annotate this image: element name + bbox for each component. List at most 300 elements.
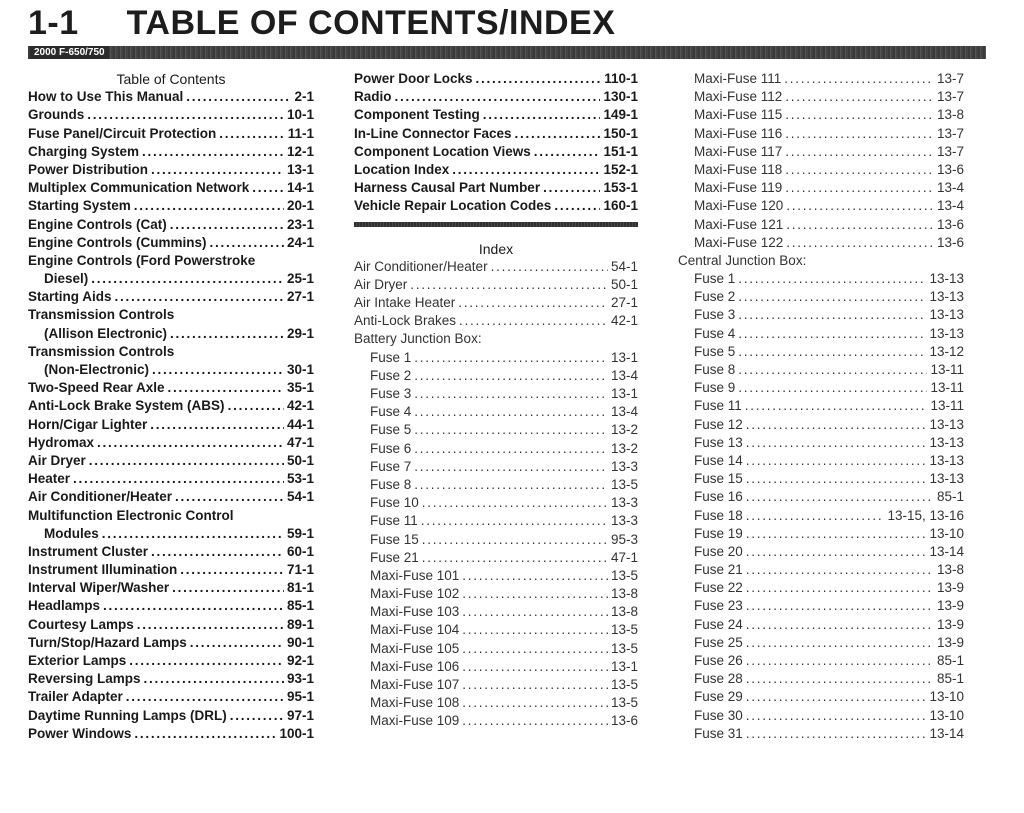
entry-title: Air Dryer [28, 452, 86, 468]
entry-page: 42-1 [286, 398, 314, 414]
page-title [28, 4, 615, 43]
entry-page: 13-15, 13-16 [887, 507, 964, 523]
entry-page: 13-4 [936, 198, 964, 214]
entry-title: Air Conditioner/Heater [28, 489, 173, 505]
entry-title: Instrument Cluster [28, 543, 149, 559]
entry-title: Instrument Illumination [28, 562, 178, 578]
index-entry[interactable] [354, 676, 638, 694]
index-entry[interactable] [354, 640, 638, 658]
entry-page: 42-1 [610, 313, 638, 329]
entry-title: Maxi-Fuse 119 [694, 180, 783, 196]
toc-entry[interactable] [354, 70, 638, 88]
index-entry[interactable] [678, 379, 964, 397]
entry-page: 13-5 [610, 677, 638, 692]
dot-leader [745, 397, 928, 415]
entry-page: 13-7 [936, 143, 964, 159]
toc-entry[interactable] [28, 543, 314, 561]
index-entry[interactable] [678, 343, 964, 361]
entry-page: 50-1 [286, 452, 314, 468]
dot-leader [738, 361, 927, 379]
entry-page: 60-1 [286, 543, 314, 559]
dot-leader [414, 385, 608, 403]
entry-title: Fuse 26 [694, 653, 743, 668]
index-entry[interactable] [678, 397, 964, 415]
dot-leader [483, 106, 601, 124]
entry-title: Maxi-Fuse 108 [370, 695, 460, 711]
toc-entry[interactable] [28, 161, 314, 179]
toc-entry[interactable] [354, 143, 638, 161]
entry-title: Maxi-Fuse 117 [694, 143, 783, 159]
entry-title: Fuse 24 [694, 616, 743, 632]
index-entry[interactable] [354, 276, 638, 294]
dot-leader [491, 258, 608, 276]
title-text: TABLE OF CONTENTS/INDEX [126, 4, 616, 42]
dot-leader [786, 234, 934, 252]
dot-leader [738, 343, 926, 361]
entry-title: Transmission Controls [28, 307, 175, 323]
entry-title: Multiplex Communication Network [28, 180, 250, 196]
toc-entry[interactable] [28, 525, 314, 543]
dot-leader [210, 234, 284, 252]
entry-title: Maxi-Fuse 101 [370, 567, 460, 583]
dot-leader [414, 349, 608, 367]
toc-entry[interactable] [28, 306, 314, 324]
entry-title: Fuse 9 [694, 380, 736, 396]
entry-page: 13-2 [610, 440, 638, 456]
entry-title: Air Conditioner/Heater [354, 258, 488, 274]
index-entry[interactable] [354, 258, 638, 276]
dot-leader [746, 652, 934, 670]
toc-entry[interactable] [28, 616, 314, 634]
dot-leader [421, 512, 608, 530]
entry-page: 110-1 [604, 71, 638, 86]
toc-entry[interactable] [28, 507, 314, 525]
index-entry[interactable] [678, 634, 964, 652]
entry-page: 13-9 [936, 580, 964, 596]
index-entry[interactable] [354, 658, 638, 676]
toc-entry[interactable] [28, 688, 314, 706]
entry-title: Maxi-Fuse 106 [370, 658, 460, 674]
index-entry[interactable] [354, 494, 638, 512]
entry-title: Maxi-Fuse 120 [694, 198, 784, 214]
entry-page: 13-6 [610, 713, 638, 729]
toc-entry[interactable] [354, 161, 638, 179]
entry-title: Fuse 30 [694, 707, 743, 723]
index-entry[interactable] [678, 543, 964, 561]
toc-entry[interactable] [28, 579, 314, 597]
entry-title: Fuse 12 [694, 416, 743, 432]
dot-leader [543, 179, 600, 197]
index-entry[interactable] [678, 161, 964, 179]
index-entry[interactable] [678, 670, 964, 688]
dot-leader [746, 707, 927, 725]
entry-page: 13-10 [929, 707, 964, 723]
entry-page: 95-3 [610, 531, 638, 547]
index-entry[interactable] [354, 531, 638, 549]
index-entry[interactable] [354, 421, 638, 439]
toc-entry[interactable] [354, 197, 638, 215]
dot-leader [785, 106, 934, 124]
index-entry[interactable] [678, 488, 964, 506]
dot-leader [414, 458, 608, 476]
entry-title: Trailer Adapter [28, 689, 123, 705]
toc-entry[interactable] [28, 88, 314, 106]
entry-page: 13-1 [610, 658, 638, 674]
entry-title: Fuse 8 [694, 362, 736, 377]
entry-page: 13-11 [930, 380, 964, 396]
toc-entry[interactable] [28, 125, 314, 143]
entry-page: 13-9 [936, 598, 964, 614]
entry-page: 71-1 [286, 562, 314, 578]
entry-title: Maxi-Fuse 122 [694, 234, 784, 250]
index-entry[interactable] [354, 549, 638, 567]
dot-leader [462, 712, 608, 730]
dot-leader [738, 288, 926, 306]
entry-title: Fuse 15 [694, 471, 743, 487]
dot-leader [452, 161, 600, 179]
dot-leader [414, 476, 608, 494]
entry-title: Fuse 23 [694, 598, 743, 614]
toc-entry[interactable] [28, 416, 314, 434]
entry-title: Engine Controls (Cummins) [28, 234, 207, 250]
index-entry[interactable] [354, 512, 638, 530]
dot-leader [414, 367, 608, 385]
toc-entry[interactable] [28, 288, 314, 306]
toc-entry[interactable] [28, 634, 314, 652]
entry-title: Maxi-Fuse 105 [370, 640, 460, 656]
dot-leader [414, 403, 608, 421]
index-entry[interactable] [678, 125, 964, 143]
entry-title: Fuse 4 [694, 325, 736, 341]
entry-page: 13-2 [610, 422, 638, 438]
dot-leader [738, 379, 927, 397]
toc-entry[interactable] [28, 143, 314, 161]
dot-leader [186, 88, 291, 106]
entry-page: 13-8 [936, 562, 964, 578]
entry-title: Fuse 6 [370, 440, 412, 456]
entry-page: 13-12 [929, 343, 964, 359]
index-entry[interactable] [678, 452, 964, 470]
index-entry[interactable] [678, 270, 964, 288]
entry-page: 85-1 [936, 653, 964, 668]
entry-title: Two-Speed Rear Axle [28, 380, 165, 396]
index-entry[interactable] [678, 416, 964, 434]
entry-page: 13-3 [610, 495, 638, 511]
entry-title: Maxi-Fuse 104 [370, 622, 460, 638]
dot-leader [219, 125, 284, 143]
index-entry[interactable] [678, 579, 964, 597]
entry-page: 47-1 [286, 434, 314, 450]
dot-leader [738, 325, 926, 343]
index-entry[interactable] [678, 561, 964, 579]
dot-leader [414, 440, 608, 458]
toc-entry[interactable] [28, 707, 314, 725]
index-entry[interactable] [354, 367, 638, 385]
toc-entry[interactable] [28, 488, 314, 506]
dot-leader [458, 294, 608, 312]
dot-leader [746, 488, 934, 506]
entry-title: Component Location Views [354, 143, 531, 159]
index-entry[interactable] [678, 216, 964, 234]
dot-leader [170, 325, 284, 343]
entry-title: Fuse 22 [694, 580, 743, 596]
index-entry[interactable] [678, 507, 964, 525]
entry-title: Power Windows [28, 725, 132, 741]
entry-title: Fuse Panel/Circuit Protection [28, 125, 217, 141]
toc-entry[interactable] [28, 379, 314, 397]
entry-page: 100-1 [279, 725, 314, 741]
entry-title: Fuse 16 [694, 489, 743, 505]
toc-entry[interactable] [28, 561, 314, 579]
index-entry[interactable] [678, 288, 964, 306]
entry-page: 24-1 [286, 234, 314, 250]
index-entry[interactable] [354, 694, 638, 712]
index-entry[interactable] [354, 403, 638, 421]
entry-page: 85-1 [286, 598, 314, 614]
vehicle-label: 2000 F-650/750 [30, 46, 109, 59]
entry-page: 13-10 [929, 689, 964, 705]
entry-title: Power Door Locks [354, 71, 473, 86]
entry-page: 11-1 [287, 125, 314, 141]
entry-page: 29-1 [286, 325, 314, 341]
dot-leader [230, 707, 284, 725]
index-entry[interactable] [678, 597, 964, 615]
dot-leader [462, 585, 608, 603]
entry-title: Maxi-Fuse 107 [370, 677, 460, 692]
index-entry[interactable] [678, 616, 964, 634]
dot-leader [87, 106, 284, 124]
entry-title: Turn/Stop/Hazard Lamps [28, 634, 187, 650]
dot-leader [175, 488, 284, 506]
entry-page: 149-1 [603, 107, 638, 123]
entry-page: 54-1 [610, 258, 638, 274]
entry-title: Component Testing [354, 107, 480, 123]
entry-page: 152-1 [603, 161, 638, 177]
toc-entry[interactable] [28, 452, 314, 470]
toc-entry[interactable] [28, 434, 314, 452]
toc-entry[interactable] [28, 234, 314, 252]
entry-title: Courtesy Lamps [28, 616, 134, 632]
entry-title: Maxi-Fuse 103 [370, 604, 460, 620]
index-entry[interactable] [678, 70, 964, 88]
entry-title: Diesel) [44, 271, 89, 287]
dot-leader [462, 567, 608, 585]
entry-page: 13-6 [936, 234, 964, 250]
index-entry[interactable] [678, 143, 964, 161]
entry-title: Heater [28, 471, 71, 487]
index-entry[interactable] [354, 585, 638, 603]
toc-entry[interactable] [28, 470, 314, 488]
toc-entry[interactable] [28, 197, 314, 215]
index-entry[interactable] [678, 106, 964, 124]
toc-entry[interactable] [28, 597, 314, 615]
entry-title: Fuse 28 [694, 671, 743, 687]
index-entry[interactable] [354, 440, 638, 458]
toc-heading: Table of Contents [116, 71, 226, 87]
dot-leader [395, 88, 601, 106]
entry-title: Fuse 15 [370, 531, 419, 547]
dot-leader [785, 143, 934, 161]
entry-title: Maxi-Fuse 118 [694, 161, 783, 177]
entry-page: 130-1 [603, 89, 638, 105]
toc-entry[interactable] [28, 343, 314, 361]
dot-leader [150, 416, 284, 434]
dot-leader [738, 270, 926, 288]
dot-leader [746, 616, 934, 634]
dot-leader [746, 634, 934, 652]
index-entry[interactable] [354, 476, 638, 494]
entry-page: 13-1 [286, 161, 314, 177]
entry-title: Reversing Lamps [28, 671, 141, 687]
toc-entry[interactable] [354, 125, 638, 143]
dot-leader [180, 561, 284, 579]
entry-title: Fuse 3 [694, 307, 736, 323]
dot-leader [746, 579, 934, 597]
index-entry[interactable] [354, 458, 638, 476]
index-entry[interactable] [678, 707, 964, 725]
dot-leader [73, 470, 284, 488]
toc-entry[interactable] [354, 106, 638, 124]
entry-page: 13-13 [929, 471, 964, 487]
index-entry[interactable] [354, 603, 638, 621]
index-entry[interactable] [678, 361, 964, 379]
index-entry[interactable] [678, 179, 964, 197]
entry-title: Fuse 7 [370, 458, 412, 474]
entry-title: Maxi-Fuse 102 [370, 586, 460, 602]
index-entry[interactable] [678, 234, 964, 252]
entry-page: 13-13 [929, 289, 964, 305]
toc-entry[interactable] [28, 361, 314, 379]
index-entry[interactable] [678, 197, 964, 215]
dot-leader [410, 276, 608, 294]
entry-title: Modules [44, 525, 99, 541]
entry-title: Starting Aids [28, 289, 112, 305]
entry-page: 13-1 [610, 386, 638, 401]
dot-leader [746, 416, 927, 434]
toc-entry[interactable] [28, 670, 314, 688]
toc-entry[interactable] [28, 216, 314, 234]
entry-title: Interval Wiper/Washer [28, 580, 170, 596]
dot-leader [785, 179, 934, 197]
entry-page: 13-5 [610, 567, 638, 583]
index-entry[interactable] [678, 325, 964, 343]
dot-leader [785, 88, 934, 106]
entry-title: Fuse 5 [694, 343, 736, 359]
entry-title: In-Line Connector Faces [354, 125, 512, 141]
entry-page: 151-1 [603, 143, 638, 159]
entry-page: 89-1 [286, 616, 314, 632]
toc-entry[interactable] [28, 325, 314, 343]
dot-leader [102, 525, 284, 543]
dot-leader [515, 125, 601, 143]
index-entry[interactable] [678, 725, 964, 743]
index-entry[interactable] [354, 385, 638, 403]
index-entry[interactable] [678, 688, 964, 706]
index-entry[interactable] [354, 294, 638, 312]
dot-leader [534, 143, 601, 161]
index-entry[interactable] [678, 306, 964, 324]
entry-title: Fuse 21 [694, 562, 743, 578]
entry-page: 13-13 [929, 416, 964, 432]
toc-entry[interactable] [28, 106, 314, 124]
dot-leader [89, 452, 284, 470]
toc-index-column-2 [354, 70, 638, 731]
toc-entry[interactable] [28, 270, 314, 288]
entry-title: Grounds [28, 107, 85, 123]
entry-page: 13-4 [610, 404, 638, 420]
dot-leader [168, 379, 284, 397]
entry-page: 35-1 [286, 380, 314, 396]
index-entry[interactable] [354, 567, 638, 585]
dot-leader [91, 270, 284, 288]
index-entry[interactable] [678, 652, 964, 670]
entry-page: 13-14 [929, 725, 964, 741]
toc-entry[interactable] [28, 179, 314, 197]
entry-page: 27-1 [610, 295, 638, 311]
dot-leader [746, 561, 934, 579]
dot-leader [422, 549, 608, 567]
entry-title: Charging System [28, 143, 140, 159]
entry-page: 12-1 [286, 143, 314, 159]
entry-page: 13-4 [936, 180, 964, 196]
dot-leader [97, 434, 284, 452]
toc-entry[interactable] [354, 88, 638, 106]
entry-title: Fuse 8 [370, 476, 412, 492]
entry-page: 14-1 [286, 180, 314, 196]
toc-entry[interactable] [28, 397, 314, 415]
entry-title: How to Use This Manual [28, 89, 184, 105]
index-entry[interactable] [354, 621, 638, 639]
dot-leader [462, 658, 608, 676]
entry-title: Anti-Lock Brake System (ABS) [28, 398, 225, 414]
toc-entry[interactable] [354, 179, 638, 197]
entry-title: Fuse 4 [370, 404, 412, 420]
toc-entry[interactable] [28, 252, 314, 270]
index-group-heading: Central Junction Box: [678, 252, 807, 268]
dot-leader [459, 312, 608, 330]
entry-page: 13-13 [929, 434, 964, 450]
index-entry[interactable] [354, 349, 638, 367]
index-entry[interactable] [354, 712, 638, 730]
index-heading: Index [478, 240, 514, 257]
entry-page: 47-1 [610, 549, 638, 565]
entry-title: Fuse 21 [370, 549, 419, 565]
dot-leader [414, 421, 608, 439]
index-entry[interactable] [678, 88, 964, 106]
entry-page: 13-5 [610, 695, 638, 711]
entry-page: 13-11 [930, 362, 964, 377]
entry-title: Maxi-Fuse 121 [694, 216, 784, 232]
dot-leader [134, 725, 276, 743]
index-entry[interactable] [678, 434, 964, 452]
entry-title: Transmission Controls [28, 343, 175, 359]
index-entry[interactable] [354, 312, 638, 330]
index-entry[interactable] [678, 470, 964, 488]
entry-page: 13-8 [610, 586, 638, 602]
entry-title: Fuse 11 [370, 513, 418, 529]
entry-title: Fuse 31 [694, 725, 743, 741]
dot-leader [115, 288, 284, 306]
toc-entry[interactable] [28, 725, 314, 743]
entry-title: Horn/Cigar Lighter [28, 416, 148, 432]
toc-entry[interactable] [28, 652, 314, 670]
index-entry[interactable] [678, 525, 964, 543]
entry-title: Anti-Lock Brakes [354, 313, 457, 329]
entry-page: 93-1 [286, 671, 314, 687]
entry-title: Daytime Running Lamps (DRL) [28, 707, 227, 723]
dot-leader [738, 306, 926, 324]
entry-title: Maxi-Fuse 116 [694, 125, 783, 141]
